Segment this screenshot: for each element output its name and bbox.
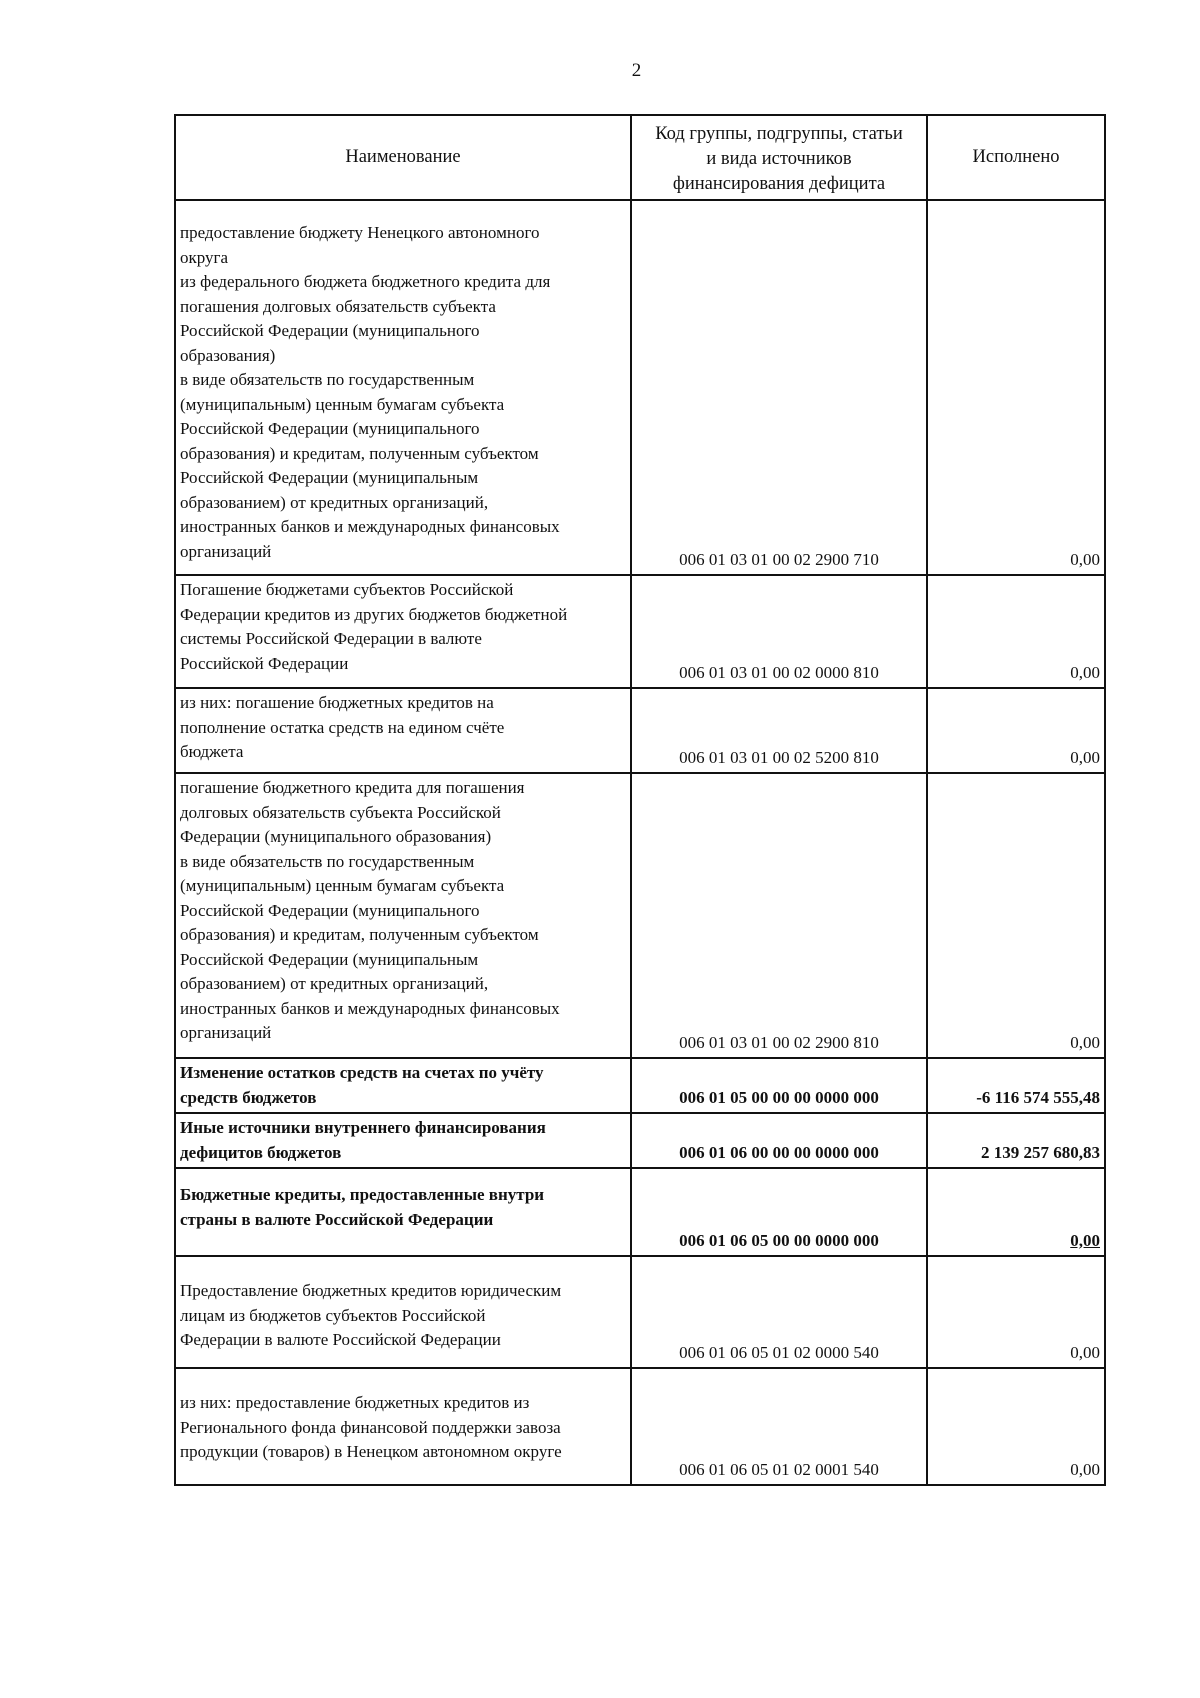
- table-row: [175, 773, 1105, 1058]
- header-code: Код группы, подгруппы, статьи и вида источников финансирования дефицита: [631, 115, 927, 200]
- table-row: [175, 1256, 1105, 1368]
- row-name: погашение бюджетного кредита для погашения долговых обязательств субъекта Российской Федерации (муниципального образования) в виде обязательств по государственным (муниципальным) ценным бумагам субъекта Российской Федерации (муниципального образования) и кредитам, полученным субъектом Российской Федерации (муниципальным образованием) от кредитных организаций, иностранных банков и международных финансовых организаций: [175, 773, 631, 1058]
- row-value: 0,00: [927, 575, 1105, 688]
- row-code: 006 01 06 00 00 00 0000 000: [631, 1113, 927, 1168]
- row-code: 006 01 06 05 01 02 0001 540: [631, 1368, 927, 1485]
- row-value: 0,00: [927, 1368, 1105, 1485]
- table-row: [175, 575, 1105, 688]
- table-row: [175, 200, 1105, 575]
- row-name: Предоставление бюджетных кредитов юридическим лицам из бюджетов субъектов Российской Федерации в валюте Российской Федерации: [175, 1256, 631, 1368]
- header-name: Наименование: [175, 115, 631, 200]
- row-name: предоставление бюджету Ненецкого автономного округа из федерального бюджета бюджетного кредита для погашения долговых обязательств субъекта Российской Федерации (муниципального образования) в виде обязательств по государственным (муниципальным) ценным бумагам субъекта Российской Федерации (муниципального образования) и кредитам, полученным субъектом Российской Федерации (муниципальным образованием) от кредитных организаций, иностранных банков и международных финансовых организаций: [175, 200, 631, 575]
- table-row: [175, 1113, 1105, 1168]
- row-value: 0,00: [927, 200, 1105, 575]
- row-code: 006 01 03 01 00 02 5200 810: [631, 688, 927, 773]
- table-row: [175, 1168, 1105, 1256]
- row-value: 0,00: [927, 688, 1105, 773]
- row-value: 0,00: [927, 1256, 1105, 1368]
- row-name: Иные источники внутреннего финансирования дефицитов бюджетов: [175, 1113, 631, 1168]
- table-header-row: [175, 115, 1105, 200]
- header-executed: Исполнено: [927, 115, 1105, 200]
- row-name: из них: предоставление бюджетных кредитов из Регионального фонда финансовой поддержки завоза продукции (товаров) в Ненецком автономном округе: [175, 1368, 631, 1485]
- row-value: 0,00: [927, 1168, 1105, 1256]
- table-row: [175, 688, 1105, 773]
- row-code: 006 01 05 00 00 00 0000 000: [631, 1058, 927, 1113]
- table-row: [175, 1058, 1105, 1113]
- row-code: 006 01 06 05 01 02 0000 540: [631, 1256, 927, 1368]
- row-code: 006 01 03 01 00 02 2900 710: [631, 200, 927, 575]
- row-value: 2 139 257 680,83: [927, 1113, 1105, 1168]
- row-name: Бюджетные кредиты, предоставленные внутри страны в валюте Российской Федерации: [175, 1168, 631, 1256]
- row-name: Изменение остатков средств на счетах по учёту средств бюджетов: [175, 1058, 631, 1113]
- row-code: 006 01 03 01 00 02 2900 810: [631, 773, 927, 1058]
- sources-of-financing-table: [174, 114, 1106, 1486]
- row-value: 0,00: [927, 773, 1105, 1058]
- row-name: из них: погашение бюджетных кредитов на пополнение остатка средств на едином счёте бюджета: [175, 688, 631, 773]
- row-code: 006 01 03 01 00 02 0000 810: [631, 575, 927, 688]
- page-number: 2: [631, 60, 642, 81]
- row-code: 006 01 06 05 00 00 0000 000: [631, 1168, 927, 1256]
- row-value: -6 116 574 555,48: [927, 1058, 1105, 1113]
- table-row: [175, 1368, 1105, 1485]
- row-name: Погашение бюджетами субъектов Российской Федерации кредитов из других бюджетов бюджетной системы Российской Федерации в валюте Российской Федерации: [175, 575, 631, 688]
